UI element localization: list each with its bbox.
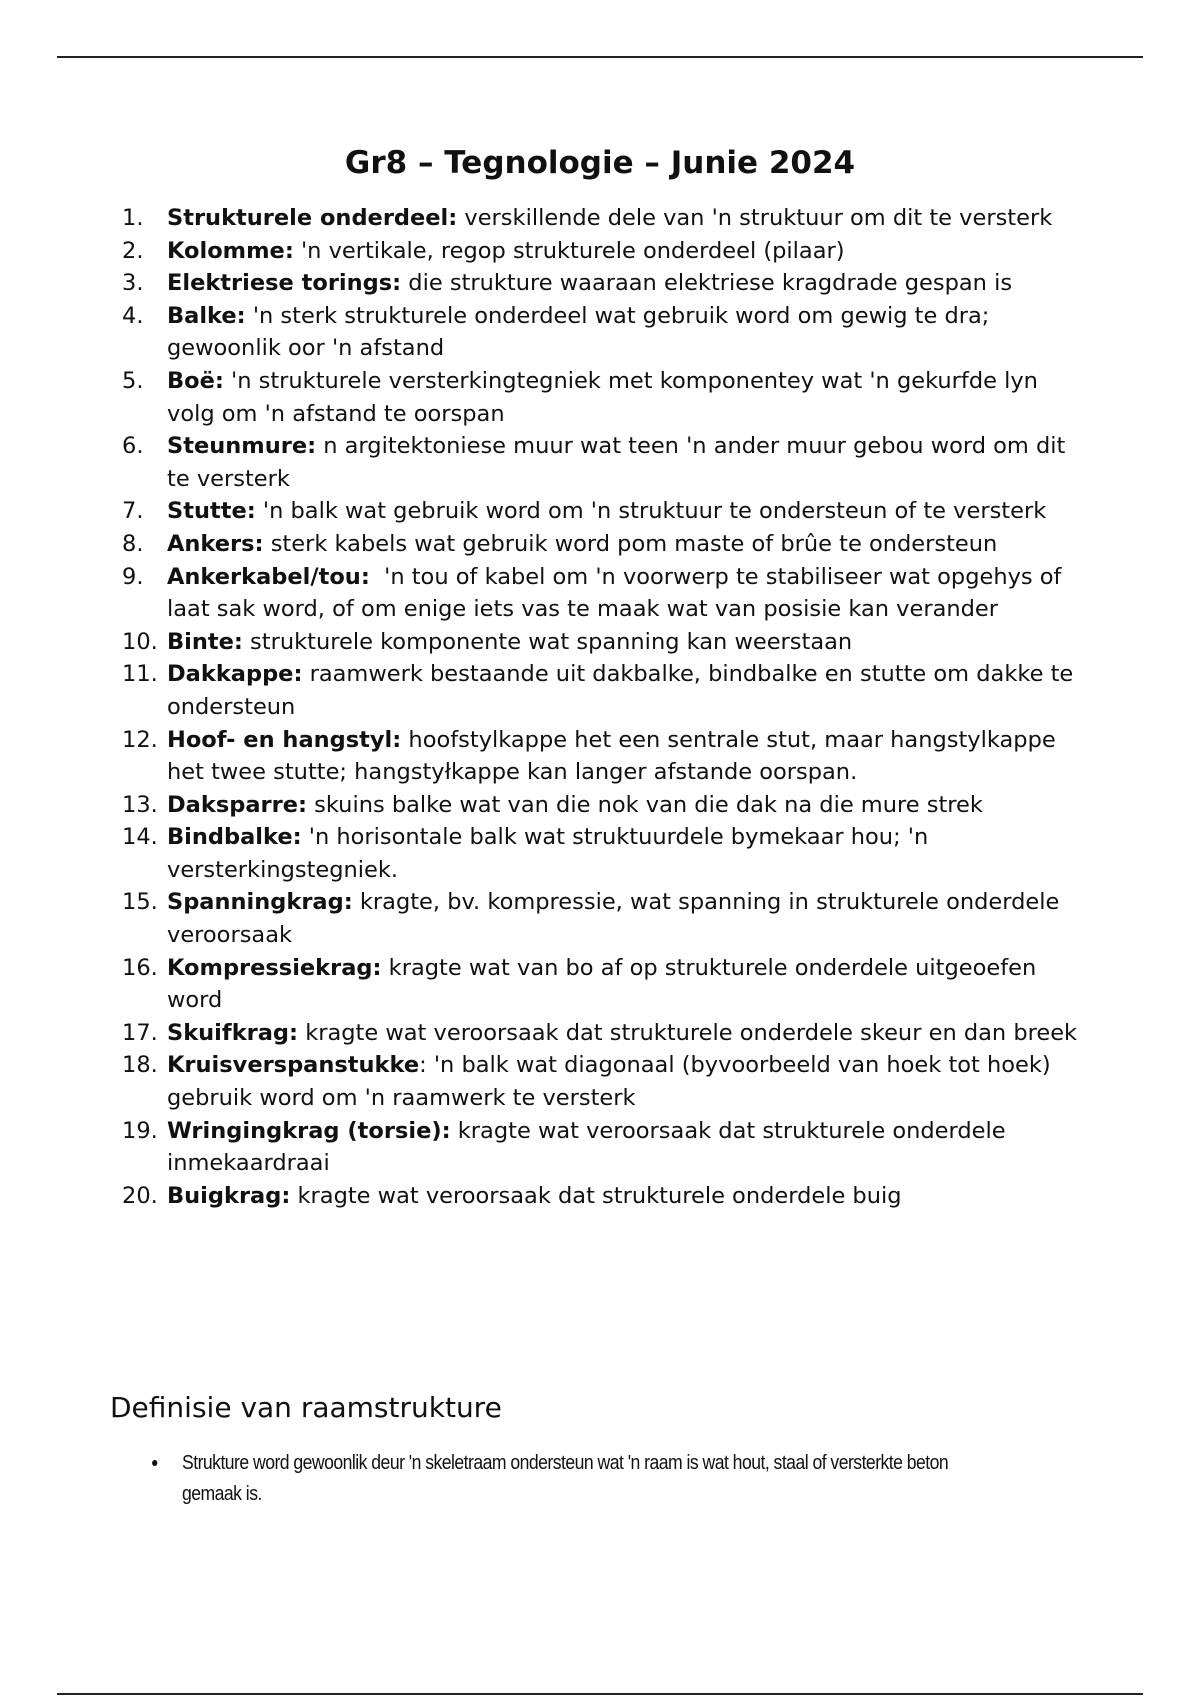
- term-label: Strukturele onderdeel:: [167, 205, 458, 231]
- bullet-item: [182, 1448, 974, 1510]
- term-definition: 'n horisontale balk wat struktuurdele bymekaar hou; 'n versterkingstegniek.: [167, 824, 929, 883]
- term-definition: 'n vertikale, regop strukturele onderdeel (pilaar): [293, 237, 845, 264]
- list-item: [122, 235, 1092, 268]
- list-item: [122, 886, 1092, 951]
- item-number: 9.: [122, 563, 144, 590]
- term-label: Spanningkrag:: [167, 889, 353, 916]
- list-item: [122, 430, 1092, 495]
- list-item: [122, 626, 1092, 659]
- term-definition: : 'n balk wat diagonaal (byvoorbeeld van hoek tot hoek) gebruik word om 'n raamwerk te versterk: [167, 1052, 1051, 1112]
- bullet-text: Strukture word gewoonlik deur 'n skeletraam ondersteun wat 'n raam is wat hout, staal of versterkte beton gemaak is.: [182, 1452, 949, 1505]
- term-label: Wringingkrag (torsie):: [167, 1117, 451, 1144]
- term-definition: raamwerk bestaande uit dakbalke, bindbalke en stutte om dakke te ondersteun: [167, 661, 1074, 720]
- term-definition: die strukture waaraan elektriese kragdrade gespan is: [401, 270, 1013, 297]
- list-item: [122, 821, 1092, 886]
- term-definition: 'n balk wat gebruik word om 'n struktuur te ondersteun of te versterk: [255, 498, 1047, 525]
- item-number: 16.: [122, 954, 158, 981]
- term-label: Boë:: [167, 367, 224, 394]
- item-number: 13.: [122, 791, 158, 818]
- bullet-list: [182, 1448, 974, 1510]
- term-label: Ankers:: [167, 530, 264, 557]
- item-number: 19.: [122, 1117, 158, 1144]
- item-number: 7.: [122, 498, 144, 525]
- term-label: Kolomme:: [167, 237, 294, 264]
- page-title: Gr8 – Tegnologie – Junie 2024: [344, 145, 856, 181]
- item-number: 5.: [122, 367, 144, 394]
- item-number: 14.: [122, 824, 158, 851]
- term-label: Kompressiekrag:: [167, 954, 382, 981]
- term-label: Balke:: [167, 302, 246, 329]
- term-definition: kragte wat van bo af op strukturele onderdele uitgeoefen word: [167, 954, 1037, 1014]
- term-definition: kragte, bv. kompressie, wat spanning in strukturele onderdele veroorsaak: [167, 889, 1060, 949]
- term-label: Buigkrag:: [167, 1182, 291, 1209]
- list-item: [122, 561, 1092, 626]
- term-label: Hoof- en hangstyl:: [167, 726, 402, 753]
- term-definition: kragte wat veroorsaak dat strukturele onderdele buig: [290, 1182, 902, 1209]
- term-label: Stutte:: [167, 498, 256, 525]
- bullet-dot-icon: [152, 1460, 157, 1466]
- list-item: [122, 495, 1092, 528]
- term-label: Daksparre:: [167, 791, 307, 818]
- term-definition: n argitektoniese muur wat teen 'n ander muur gebou word om dit te versterk: [167, 433, 1066, 492]
- item-number: 2.: [122, 237, 144, 264]
- term-definition: 'n sterk strukturele onderdeel wat gebruik word om gewig te dra; gewoonlik oor 'n afstand: [167, 302, 990, 362]
- term-label: Dakkappe:: [167, 661, 303, 688]
- list-item: [122, 1115, 1092, 1180]
- term-label: Steunmure:: [167, 433, 317, 460]
- term-label: Ankerkabel/tou:: [167, 563, 370, 590]
- term-definition: verskillende dele van 'n struktuur om dit te versterk: [457, 205, 1053, 231]
- item-number: 10.: [122, 628, 158, 655]
- list-item: [122, 952, 1092, 1017]
- item-number: 4.: [122, 302, 144, 329]
- list-item: [122, 1180, 1092, 1213]
- term-definition: skuins balke wat van die nok van die dak na die mure strek: [306, 791, 983, 818]
- item-number: 15.: [122, 889, 158, 916]
- item-number: 6.: [122, 433, 144, 460]
- terms-list: [122, 202, 1092, 1212]
- term-label: Elektriese torings:: [167, 270, 402, 297]
- item-number: 17.: [122, 1019, 158, 1046]
- list-item: [122, 202, 1092, 235]
- item-number: 18.: [122, 1052, 158, 1079]
- bottom-rule: [57, 1693, 1143, 1695]
- list-item: [122, 724, 1092, 789]
- list-item: [122, 267, 1092, 300]
- term-definition: sterk kabels wat gebruik word pom maste of brûe te ondersteun: [263, 530, 998, 557]
- term-label: Skuifkrag:: [167, 1019, 299, 1046]
- item-number: 20.: [122, 1182, 158, 1209]
- list-item: [122, 528, 1092, 561]
- term-label: Kruisverspanstukke: [167, 1052, 420, 1079]
- list-item: [122, 789, 1092, 822]
- term-definition: hoofstylkappe het een sentrale stut, maar hangstylkappe het twee stutte; hangstyłkappe kan langer afstande oorspan.: [167, 726, 1056, 786]
- item-number: 11.: [122, 661, 158, 688]
- term-definition: kragte wat veroorsaak dat strukturele onderdele skeur en dan breek: [298, 1019, 1078, 1046]
- section-heading: Definisie van raamstrukture: [110, 1391, 502, 1424]
- list-item: [122, 365, 1092, 430]
- term-definition: kragte wat veroorsaak dat strukturele onderdele inmekaardraai: [167, 1117, 1006, 1177]
- term-definition: 'n tou of kabel om 'n voorwerp te stabiliseer wat opgehys of laat sak word, of om enige iets vas te maak wat van posisie kan verander: [167, 563, 1069, 623]
- list-item: [122, 1017, 1092, 1050]
- item-number: 1.: [122, 205, 144, 231]
- list-item: [122, 658, 1092, 723]
- top-rule: [57, 56, 1143, 58]
- item-number: 3.: [122, 270, 144, 297]
- list-item: [122, 300, 1092, 365]
- list-item: [122, 1049, 1092, 1114]
- item-number: 8.: [122, 530, 144, 557]
- item-number: 12.: [122, 726, 158, 753]
- term-definition: strukturele komponente wat spanning kan weerstaan: [242, 628, 853, 655]
- term-label: Binte:: [167, 628, 243, 655]
- term-definition: 'n strukturele versterkingtegniek met komponentey wat 'n gekurfde lyn volg om 'n afstand te oorspan: [167, 367, 1038, 427]
- term-label: Bindbalke:: [167, 824, 302, 851]
